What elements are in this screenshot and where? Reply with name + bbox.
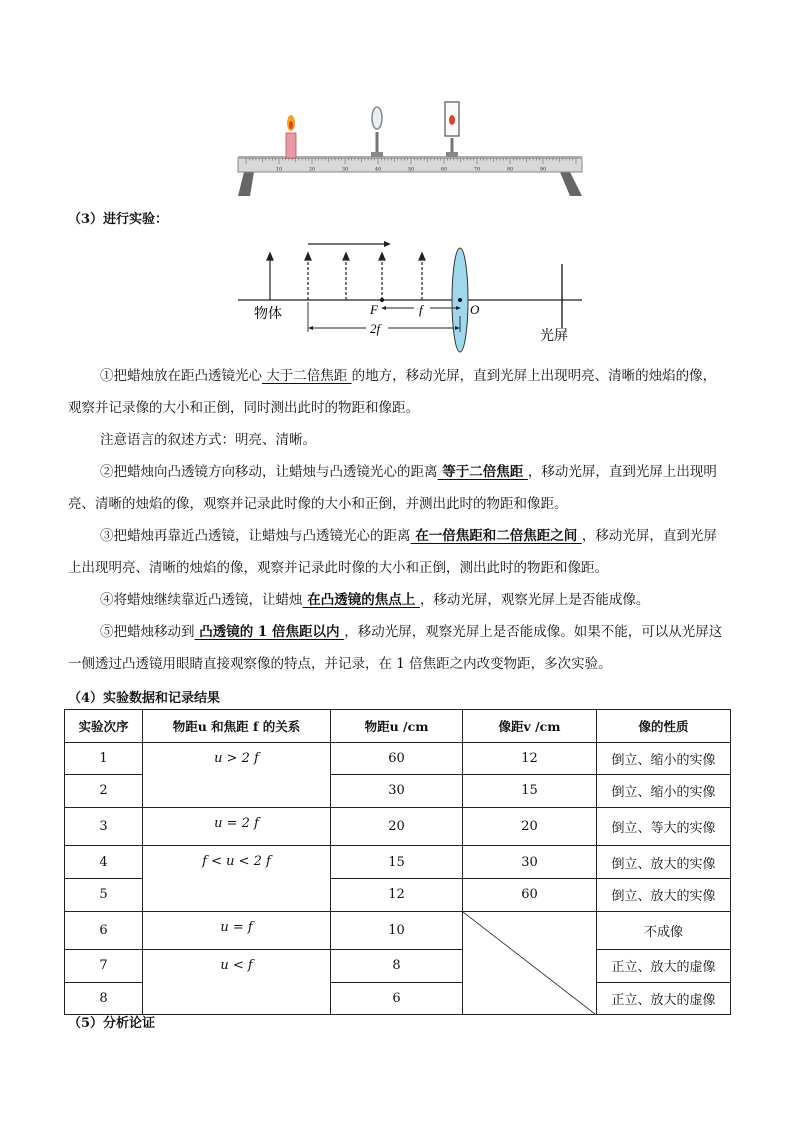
experiment-data-table — [64, 709, 731, 1015]
object-distance: 6 — [331, 982, 463, 1015]
relation-text: u < f — [220, 958, 253, 974]
screen-label: 光屏 — [540, 329, 568, 344]
trial-number: 3 — [65, 807, 143, 846]
focal-point-label: F — [370, 302, 378, 317]
trial-number: 2 — [65, 775, 143, 808]
bench-tick-label: 20 — [308, 166, 316, 173]
relation-text: u > 2 f — [214, 750, 259, 766]
image-distance: 30 — [463, 846, 597, 879]
move-direction-arrow — [384, 241, 391, 247]
object-distance: 10 — [331, 911, 463, 950]
header-image-property: 像的性质 — [597, 710, 731, 743]
step-4-answer: 在凸透镜的焦点上 — [302, 592, 420, 608]
image-property: 倒立、缩小的实像 — [597, 775, 731, 808]
bench-tick-label: 30 — [341, 166, 349, 173]
section-3-heading: （3）进行实验： — [68, 212, 169, 227]
focal-point — [380, 298, 384, 302]
relation-cell — [143, 911, 331, 950]
bench-leg-right — [560, 172, 582, 196]
lens — [372, 107, 382, 129]
note-text: 注意语言的叙述方式：明亮、清晰。 — [100, 432, 316, 448]
trial-number: 8 — [65, 982, 143, 1015]
trial-number: 7 — [65, 950, 143, 983]
image-property: 正立、放大的虚像 — [597, 950, 731, 983]
relation-cell — [143, 846, 331, 911]
step-5-answer: 凸透镜的 1 倍焦距以内 — [194, 624, 345, 640]
image-property: 倒立、缩小的实像 — [597, 742, 731, 775]
step-4-text-end: ，移动光屏，观察光屏上是否能成像。 — [419, 592, 650, 608]
step-5-text-end: ，移动光屏，观察光屏上是否能成像。如果不能，可以从光屏这一侧透过凸透镜用眼睛直接观察像的特点，并记录，在 1 倍焦距之内改变物距，多次实验。 — [68, 624, 723, 672]
image-property: 不成像 — [597, 911, 731, 950]
header-object-distance: 物距u /cm — [331, 710, 463, 743]
bench-tick-label: 10 — [275, 166, 283, 173]
bench-leg-left — [238, 172, 254, 196]
step-2-text-end: ，移动光屏，直到光屏上出现明亮、清晰的烛焰的像，观察并记录此时像的大小和正倒，并测出此时的物距和像距。 — [68, 464, 717, 512]
table-row — [65, 742, 731, 775]
step-4-text: ④将蜡烛继续靠近凸透镜，让蜡烛 — [100, 592, 303, 608]
step-5-text: ⑤把蜡烛移动到 — [100, 624, 195, 640]
bench-tick-label: 90 — [539, 166, 547, 173]
step-5-paragraph — [68, 616, 728, 680]
relation-text: u = f — [220, 919, 253, 935]
step-3-answer: 在一倍焦距和二倍焦距之间 — [410, 528, 582, 544]
step-4-paragraph — [68, 584, 728, 616]
object-distance: 12 — [331, 878, 463, 911]
bench-tick-label: 70 — [473, 166, 481, 173]
object-dashed-2f — [305, 253, 311, 300]
relation-text: u = 2 f — [214, 815, 259, 831]
table-row — [65, 846, 731, 879]
image-property: 正立、放大的虚像 — [597, 982, 731, 1015]
step-2-text: ②把蜡烛向凸透镜方向移动，让蜡烛与凸透镜光心的距离 — [100, 464, 438, 480]
header-image-distance: 像距v /cm — [463, 710, 597, 743]
image-distance: 60 — [463, 878, 597, 911]
bench-tick-label: 60 — [440, 166, 448, 173]
table-row — [65, 950, 731, 983]
trial-number: 1 — [65, 742, 143, 775]
lens-position-diagram — [236, 236, 584, 354]
object-dashed-5 — [419, 253, 425, 300]
bench-tick-label: 50 — [407, 166, 415, 173]
image-property: 倒立、等大的实像 — [597, 807, 731, 846]
optical-center — [458, 298, 462, 302]
object-dashed-f — [379, 253, 385, 300]
diagonal-slash — [463, 912, 596, 1015]
step-2-answer: 等于二倍焦距 — [437, 464, 528, 480]
optical-center-label: O — [470, 302, 480, 317]
header-relation: 物距u 和焦距 f 的关系 — [143, 710, 331, 743]
step-2-paragraph — [68, 456, 728, 520]
header-trial: 实验次序 — [65, 710, 143, 743]
image-distance: 15 — [463, 775, 597, 808]
image-property: 倒立、放大的实像 — [597, 846, 731, 879]
focal-length-label: f — [419, 302, 423, 317]
image-property: 倒立、放大的实像 — [597, 878, 731, 911]
trial-number: 6 — [65, 911, 143, 950]
relation-cell — [143, 742, 331, 807]
object-dashed-3 — [343, 253, 349, 300]
step-1-answer: 大于二倍焦距 — [262, 368, 352, 384]
optical-bench-illustration — [236, 100, 584, 198]
step-1-text-end: 的地方，移动光屏，直到光屏上出现明亮、清晰的烛焰的像，观察并记录像的大小和正倒，同时测出此时的物距和像距。 — [68, 368, 717, 416]
object-distance: 15 — [331, 846, 463, 879]
bench-tick-label: 80 — [506, 166, 514, 173]
note-paragraph — [68, 424, 728, 456]
screen-image — [449, 115, 455, 125]
image-distance: 20 — [463, 807, 597, 846]
bench-tick-label: 40 — [374, 166, 382, 173]
candle — [286, 133, 296, 158]
section-5-heading: （5）分析论证 — [68, 1016, 156, 1031]
object-distance: 30 — [331, 775, 463, 808]
object-distance: 8 — [331, 950, 463, 983]
trial-number: 5 — [65, 878, 143, 911]
object-distance: 20 — [331, 807, 463, 846]
image-distance: 12 — [463, 742, 597, 775]
no-image-distance-diagonal-cell — [463, 911, 597, 1015]
object-distance: 60 — [331, 742, 463, 775]
table-row — [65, 807, 731, 846]
step-3-text-end: ，移动光屏，直到光屏上出现明亮、清晰的烛焰的像，观察并记录此时像的大小和正倒，测出此时的物距和像距。 — [68, 528, 717, 576]
object-label: 物体 — [254, 307, 282, 322]
lens-diagram-svg — [236, 236, 584, 354]
step-1-paragraph — [68, 360, 728, 424]
optical-bench-svg — [236, 100, 584, 198]
step-1-text: ①把蜡烛放在距凸透镜光心 — [100, 368, 262, 384]
relation-text: f < u < 2 f — [202, 854, 271, 870]
relation-cell — [143, 950, 331, 1015]
step-3-paragraph — [68, 520, 728, 584]
object-solid — [267, 253, 273, 300]
double-focal-length-label: 2f — [370, 321, 381, 336]
trial-number: 4 — [65, 846, 143, 879]
step-3-text: ③把蜡烛再靠近凸透镜，让蜡烛与凸透镜光心的距离 — [100, 528, 411, 544]
relation-cell — [143, 807, 331, 846]
section-4-heading: （4）实验数据和记录结果 — [68, 691, 221, 706]
table-row — [65, 911, 731, 950]
table-header-row — [65, 710, 731, 743]
